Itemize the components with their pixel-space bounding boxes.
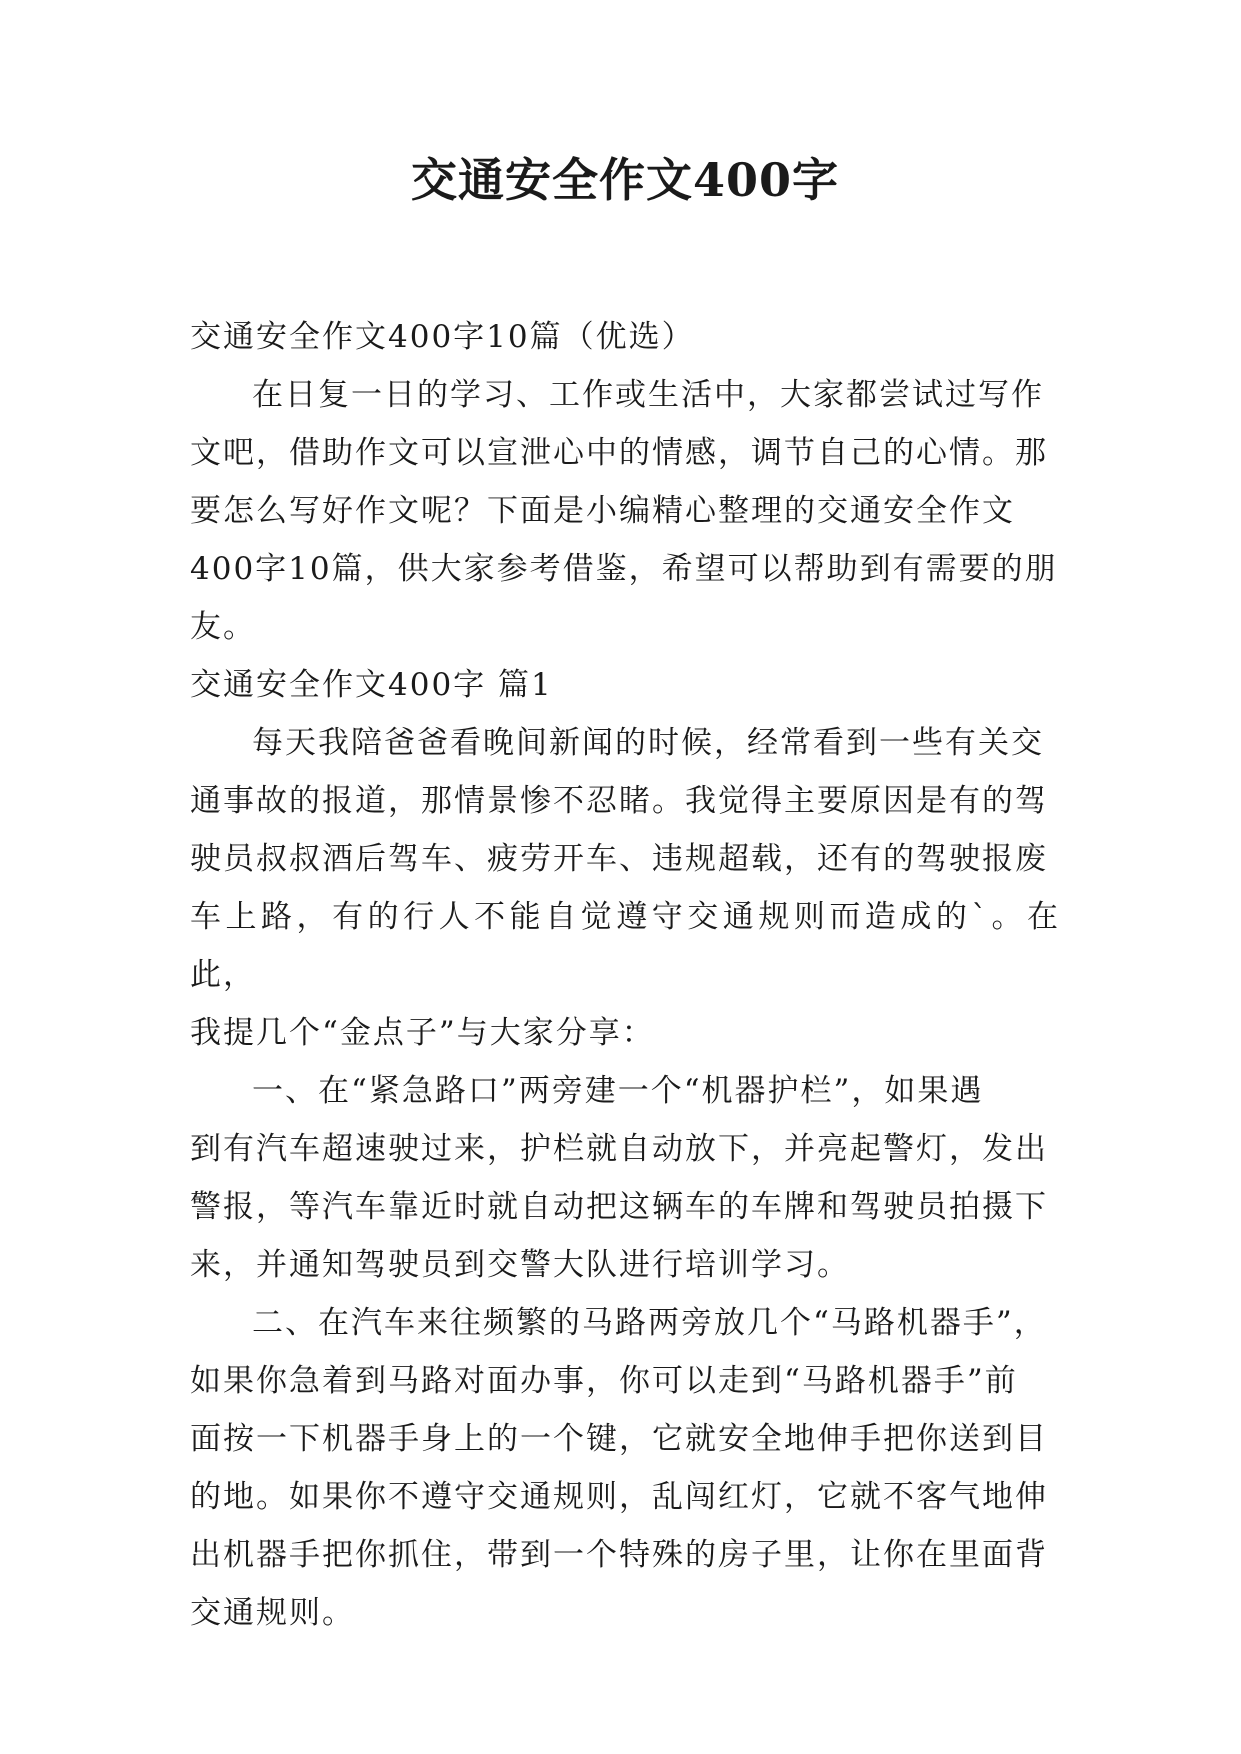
text-line: 400字10篇，供大家参考借鉴，希望可以帮助到有需要的朋: [190, 551, 1058, 587]
document-subtitle: 交通安全作文400字10篇（优选）: [190, 319, 695, 355]
paragraph-1: [190, 714, 1060, 1062]
text-line: 通事故的报道，那情景惨不忍睹。我觉得主要原因是有的驾: [190, 783, 1048, 819]
text-line: 每天我陪爸爸看晚间新闻的时候，经常看到一些有关交: [252, 725, 1044, 761]
intro-paragraph: [190, 366, 1060, 656]
paragraph-3: [190, 1294, 1060, 1642]
text-line: 出机器手把你抓住，带到一个特殊的房子里，让你在里面背: [190, 1537, 1048, 1573]
text-line: 驶员叔叔酒后驾车、疲劳开车、违规超载，还有的驾驶报废: [190, 841, 1048, 877]
text-line: 车上路，有的行人不能自觉遵守交通规则而造成的`。在此，: [190, 899, 1060, 993]
text-line: 文吧，借助作文可以宣泄心中的情感，调节自己的心情。那: [190, 435, 1048, 471]
text-line: 到有汽车超速驶过来，护栏就自动放下，并亮起警灯，发出: [190, 1131, 1048, 1167]
text-line: 我提几个“金点子”与大家分享：: [190, 1015, 655, 1051]
text-line: 友。: [190, 609, 256, 645]
text-line: 的地。如果你不遵守交通规则，乱闯红灯，它就不客气地伸: [190, 1479, 1048, 1515]
section-heading: 交通安全作文400字 篇1: [190, 667, 553, 703]
text-line: 交通规则。: [190, 1595, 355, 1631]
paragraph-2: [190, 1062, 1060, 1294]
page-title: 交通安全作文400字: [410, 153, 840, 207]
text-line: 警报，等汽车靠近时就自动把这辆车的车牌和驾驶员拍摄下: [190, 1189, 1048, 1225]
text-line: 来，并通知驾驶员到交警大队进行培训学习。: [190, 1247, 850, 1283]
text-line: 在日复一日的学习、工作或生活中，大家都尝试过写作: [252, 377, 1044, 413]
text-line: 一、在“紧急路口”两旁建一个“机器护栏”，如果遇: [252, 1073, 984, 1109]
text-line: 二、在汽车来往频繁的马路两旁放几个“马路机器手”，: [252, 1305, 1047, 1341]
text-line: 如果你急着到马路对面办事，你可以走到“马路机器手”前: [190, 1363, 1018, 1399]
document-page: [190, 150, 1060, 1642]
text-line: 面按一下机器手身上的一个键，它就安全地伸手把你送到目: [190, 1421, 1048, 1457]
text-line: 要怎么写好作文呢？下面是小编精心整理的交通安全作文: [190, 493, 1015, 529]
